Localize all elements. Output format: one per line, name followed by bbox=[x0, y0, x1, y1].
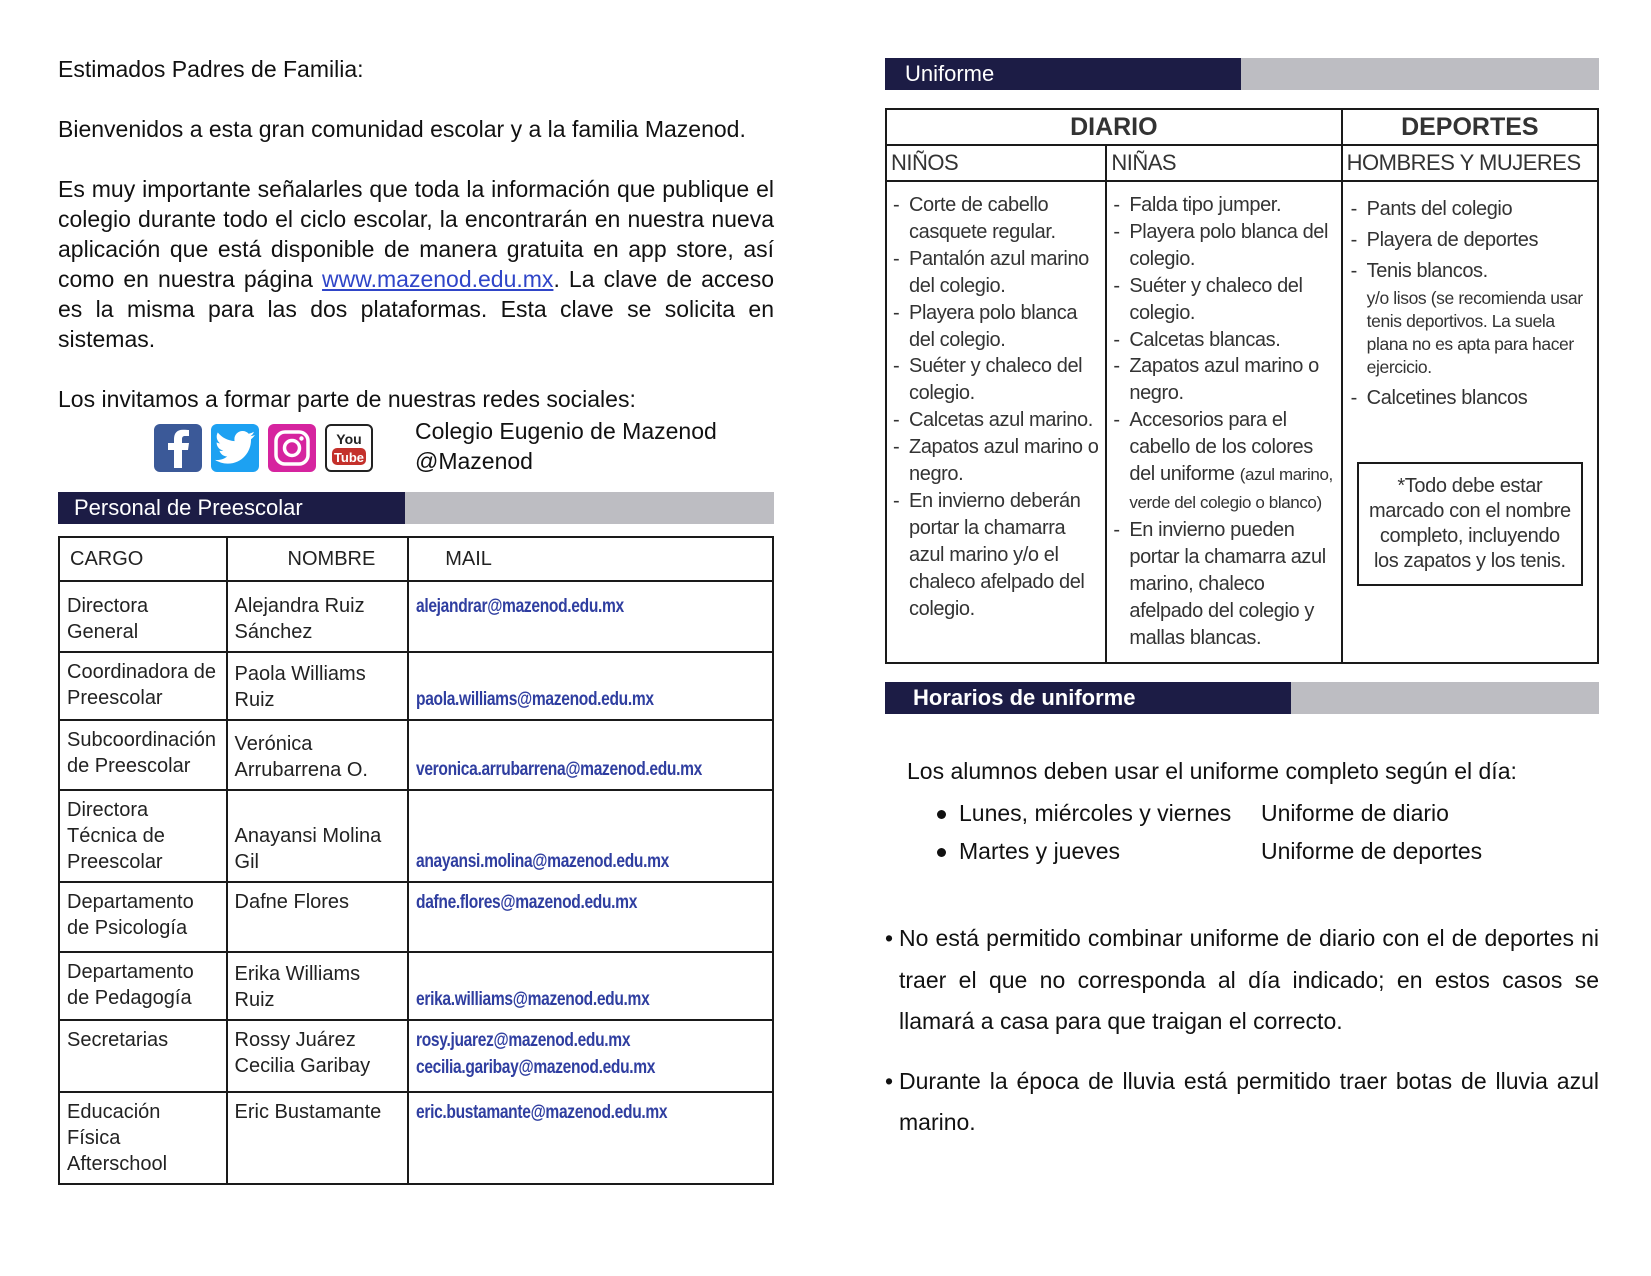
uniform-body-row bbox=[886, 181, 1598, 663]
mail-cell bbox=[408, 652, 773, 720]
email-link[interactable]: erika.williams@mazenod.edu.mx bbox=[416, 989, 650, 1010]
email-link[interactable]: rosy.juarez@mazenod.edu.mx bbox=[416, 1030, 631, 1051]
nombre-cell: Dafne Flores bbox=[227, 882, 409, 952]
rule-combination: • No está permitido combinar uniforme de diario con el de deportes ni traer el que no corresponda al día indicado; en estos casos se llamará a casa para que traigan el correcto. bbox=[885, 918, 1599, 1043]
table-row bbox=[59, 882, 773, 952]
mail-cell bbox=[408, 1020, 773, 1092]
hm-label: HOMBRES Y MUJERES bbox=[1342, 145, 1598, 181]
welcome-paragraph: Bienvenidos a esta gran comunidad escolar y a la familia Mazenod. bbox=[58, 116, 746, 142]
header-mail: MAIL bbox=[408, 537, 773, 581]
list-item: - Calcetas azul marino. bbox=[893, 407, 1099, 434]
list-item: - Tenis blancos. bbox=[1351, 256, 1589, 287]
header-cargo: CARGO bbox=[59, 537, 227, 581]
list-item: - Calcetas blancas. bbox=[1113, 327, 1334, 354]
staff-header-row bbox=[59, 537, 773, 581]
nombre-cell: Alejandra Ruiz Sánchez bbox=[227, 581, 409, 652]
list-item: - Falda tipo jumper. bbox=[1113, 192, 1334, 219]
list-item: - Calcetines blancos bbox=[1351, 383, 1589, 414]
cargo-cell: Departamento de Pedagogía bbox=[59, 952, 227, 1020]
social-icons bbox=[154, 424, 373, 472]
cargo-cell: Directora Técnica de Preescolar bbox=[59, 790, 227, 882]
staff-table bbox=[58, 536, 774, 1185]
horarios-intro: Los alumnos deben usar el uniforme completo según el día: bbox=[907, 758, 1517, 784]
twitter-icon[interactable] bbox=[211, 424, 259, 472]
nombre-cell: Erika Williams Ruiz bbox=[227, 952, 409, 1020]
nombre-cell bbox=[227, 1020, 409, 1092]
list-item: - Zapatos azul marino o negro. bbox=[893, 434, 1099, 488]
list-item: - Accesorios para el cabello de los colores del uniforme (azul marino, verde del colegio o blanco) bbox=[1113, 407, 1334, 517]
uniform-subheader-row bbox=[886, 145, 1598, 181]
ninos-label: NIÑOS bbox=[886, 145, 1106, 181]
deportes-list bbox=[1343, 182, 1597, 287]
horarios-section-header bbox=[885, 682, 1599, 714]
table-row bbox=[59, 1092, 773, 1184]
diario-header: DIARIO bbox=[886, 109, 1342, 145]
nombre-cell: Paola Williams Ruiz bbox=[227, 652, 409, 720]
mail-cell bbox=[408, 1092, 773, 1184]
table-row bbox=[59, 652, 773, 720]
nombre-line: Rossy Juárez bbox=[234, 1029, 356, 1051]
deportes-header: DEPORTES bbox=[1342, 109, 1598, 145]
schedule-row bbox=[935, 832, 1599, 870]
email-link[interactable]: eric.bustamante@mazenod.edu.mx bbox=[416, 1102, 668, 1123]
rule-rain-boots: • Durante la época de lluvia está permitido traer botas de lluvia azul marino. bbox=[885, 1061, 1599, 1144]
uniform-section-title: Uniforme bbox=[885, 58, 1241, 90]
schedule-uniform: Uniforme de deportes bbox=[1261, 838, 1483, 864]
info-paragraph: Es muy importante señalarles que toda la información que publique el colegio durante todo el ciclo escolar, la encontrarán en nuestra nueva aplicación que está disponible de manera gratuita en app store, así como en nuestra página www.mazenod.edu.mx. La clave de acceso es la misma para las dos plataformas. Esta clave se solicita en sistemas. bbox=[58, 176, 774, 352]
social-name: Colegio Eugenio de Mazenod bbox=[415, 418, 717, 444]
staff-section-header bbox=[58, 492, 774, 524]
email-link[interactable]: paola.williams@mazenod.edu.mx bbox=[416, 689, 654, 710]
mail-cell bbox=[408, 790, 773, 882]
ninos-cell bbox=[886, 181, 1106, 663]
schedule-uniform: Uniforme de diario bbox=[1261, 800, 1449, 826]
uniform-table bbox=[885, 108, 1599, 664]
social-handle: @Mazenod bbox=[415, 448, 533, 474]
horarios-section-title: Horarios de uniforme bbox=[885, 682, 1291, 714]
table-row bbox=[59, 581, 773, 652]
mail-cell bbox=[408, 581, 773, 652]
list-item: - Playera polo blanca del colegio. bbox=[893, 300, 1099, 354]
cargo-cell: Educación Física Afterschool bbox=[59, 1092, 227, 1184]
cargo-cell: Departamento de Psicología bbox=[59, 882, 227, 952]
uniform-section-header bbox=[885, 58, 1599, 90]
ninas-list bbox=[1107, 182, 1340, 661]
list-item: - En invierno pueden portar la chamarra azul marino, chaleco afelpado del colegio y mallas blancas. bbox=[1113, 517, 1334, 652]
email-link[interactable]: alejandrar@mazenod.edu.mx bbox=[416, 596, 625, 617]
table-row bbox=[59, 720, 773, 790]
social-text bbox=[415, 416, 717, 476]
facebook-icon[interactable] bbox=[154, 424, 202, 472]
cargo-cell: Coordinadora de Preescolar bbox=[59, 652, 227, 720]
email-link[interactable]: veronica.arrubarrena@mazenod.edu.mx bbox=[416, 759, 703, 780]
list-item: - Suéter y chaleco del colegio. bbox=[893, 353, 1099, 407]
mail-cell bbox=[408, 882, 773, 952]
email-link[interactable]: cecilia.garibay@mazenod.edu.mx bbox=[416, 1057, 656, 1078]
mail-cell bbox=[408, 952, 773, 1020]
table-row bbox=[59, 952, 773, 1020]
schedule-row bbox=[935, 794, 1599, 832]
cargo-cell: Directora General bbox=[59, 581, 227, 652]
list-item: - Playera de deportes bbox=[1351, 225, 1589, 256]
uniform-header-row bbox=[886, 109, 1598, 145]
schedule-days: Martes y jueves bbox=[935, 832, 1261, 870]
social-invite: Los invitamos a formar parte de nuestras redes sociales: bbox=[58, 386, 636, 412]
list-item: - Zapatos azul marino o negro. bbox=[1113, 353, 1334, 407]
header-nombre: NOMBRE bbox=[227, 537, 409, 581]
right-column bbox=[885, 58, 1599, 1144]
mail-cell bbox=[408, 720, 773, 790]
table-row bbox=[59, 790, 773, 882]
nombre-cell: Verónica Arrubarrena O. bbox=[227, 720, 409, 790]
list-item: - Pants del colegio bbox=[1351, 194, 1589, 225]
nombre-line: Cecilia Garibay bbox=[234, 1055, 371, 1077]
list-item: - Corte de cabello casquete regular. bbox=[893, 192, 1099, 246]
marking-note-box: *Todo debe estar marcado con el nombre completo, incluyendo los zapatos y los tenis. bbox=[1357, 462, 1583, 586]
schedule-days: Lunes, miércoles y viernes bbox=[935, 794, 1261, 832]
ninas-cell bbox=[1106, 181, 1341, 663]
deportes-cell bbox=[1342, 181, 1598, 663]
ninas-label: NIÑAS bbox=[1106, 145, 1341, 181]
email-link[interactable]: anayansi.molina@mazenod.edu.mx bbox=[416, 851, 670, 872]
staff-section-title: Personal de Preescolar bbox=[58, 492, 405, 524]
list-item: - Suéter y chaleco del colegio. bbox=[1113, 273, 1334, 327]
schedule-list bbox=[885, 794, 1599, 870]
list-item: - Pantalón azul marino del colegio. bbox=[893, 246, 1099, 300]
svg-text:Tube: Tube bbox=[333, 450, 365, 465]
deportes-list-last bbox=[1343, 379, 1597, 414]
nombre-cell: Eric Bustamante bbox=[227, 1092, 409, 1184]
ninos-list bbox=[887, 182, 1105, 633]
list-item: - Playera polo blanca del colegio. bbox=[1113, 219, 1334, 273]
table-row bbox=[59, 1020, 773, 1092]
list-item: - En invierno deberán portar la chamarra azul marino y/o el chaleco afelpado del colegio. bbox=[893, 488, 1099, 623]
cargo-cell: Secretarias bbox=[59, 1020, 227, 1092]
youtube-icon[interactable] bbox=[325, 424, 373, 472]
deportes-note: y/o lisos (se recomienda usar tenis deportivos. La suela plana no es apta para hacer ejercicio. bbox=[1366, 288, 1583, 377]
social-row bbox=[58, 418, 774, 478]
nombre-cell: Anayansi Molina Gil bbox=[227, 790, 409, 882]
cargo-cell: Subcoordinación de Preescolar bbox=[59, 720, 227, 790]
email-link[interactable]: dafne.flores@mazenod.edu.mx bbox=[416, 892, 638, 913]
website-link[interactable]: www.mazenod.edu.mx bbox=[322, 266, 554, 292]
instagram-icon[interactable] bbox=[268, 424, 316, 472]
left-column bbox=[58, 54, 774, 1185]
greeting: Estimados Padres de Familia: bbox=[58, 56, 364, 82]
svg-text:You: You bbox=[336, 431, 362, 447]
